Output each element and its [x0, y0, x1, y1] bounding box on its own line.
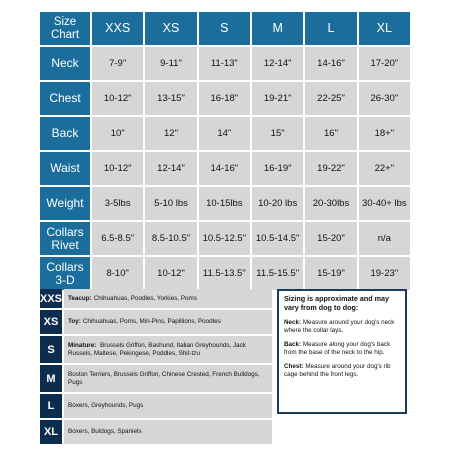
breed-list	[64, 365, 272, 392]
size-header-m: M	[252, 12, 303, 45]
size-badge: M	[40, 365, 62, 392]
breed-names: Chihuahuas, Poms, Min-Pins, Papillions, Poodles	[82, 318, 221, 326]
legend-row-l	[40, 394, 272, 418]
table-cell: 14-16"	[305, 47, 356, 80]
size-header-l: L	[305, 12, 356, 45]
row-label-chest: Chest	[40, 82, 90, 115]
table-cell: 10-15lbs	[199, 187, 250, 220]
table-cell: 10.5-12.5"	[199, 222, 250, 255]
row-label-neck: Neck	[40, 47, 90, 80]
table-cell: 3-5lbs	[92, 187, 143, 220]
legend-row-xs	[40, 310, 272, 334]
table-cell: 15-20"	[305, 222, 356, 255]
size-chart-table	[40, 12, 410, 290]
breed-names: Boston Terriers, Brussels Griffon, Chinese Crested, French Bulldogs, Pugs	[68, 371, 260, 386]
chart-corner-label: Size Chart	[40, 12, 90, 45]
legend-row-m	[40, 365, 272, 392]
table-cell: 19-21"	[252, 82, 303, 115]
row-label-collars-rivet: Collars Rivet	[40, 222, 90, 255]
table-cell: 10"	[92, 117, 143, 150]
table-cell: 11.5-13.5"	[199, 257, 250, 290]
row-label-back: Back	[40, 117, 90, 150]
table-cell: 22-25"	[305, 82, 356, 115]
measure-tip-text: Measure along your dog's back from the base of the neck to the hip.	[284, 341, 391, 356]
table-cell: 20-30lbs	[305, 187, 356, 220]
table-cell: 9-11"	[145, 47, 196, 80]
table-cell: 12"	[145, 117, 196, 150]
table-cell: 10-12"	[92, 152, 143, 185]
breed-category: Teacup:	[68, 294, 92, 302]
table-cell: 19-22"	[305, 152, 356, 185]
table-cell: 11.5-15.5"	[252, 257, 303, 290]
measure-tip-label: Chest:	[284, 363, 304, 371]
size-header-xs: XS	[145, 12, 196, 45]
table-cell: 6.5-8.5"	[92, 222, 143, 255]
table-cell: 15-19"	[305, 257, 356, 290]
breed-category: Toy:	[68, 318, 81, 326]
breed-names: Chihuahuas, Poodles, Yorkies, Poms	[93, 294, 197, 302]
table-cell: 18+"	[359, 117, 410, 150]
table-cell: 7-9"	[92, 47, 143, 80]
table-cell: 13-15"	[145, 82, 196, 115]
table-cell: 16-19"	[252, 152, 303, 185]
breed-list	[64, 289, 272, 308]
breed-list	[64, 394, 272, 418]
legend-row-s	[40, 336, 272, 363]
table-cell: 8-10"	[92, 257, 143, 290]
measure-tip-label: Neck:	[284, 319, 302, 327]
table-cell: 12-14"	[145, 152, 196, 185]
breed-category: Minature:	[68, 342, 97, 350]
size-badge: L	[40, 394, 62, 418]
size-badge: XS	[40, 310, 62, 334]
size-header-xl: XL	[359, 12, 410, 45]
legend-row-xl	[40, 420, 272, 444]
breed-names: Boxers, Buldogs, Spaniels	[68, 428, 142, 436]
row-label-collars-3d: Collars 3-D	[40, 257, 90, 290]
size-header-s: S	[199, 12, 250, 45]
table-cell: 10-20 lbs	[252, 187, 303, 220]
row-label-waist: Waist	[40, 152, 90, 185]
table-cell: 26-30"	[359, 82, 410, 115]
table-cell: 15"	[252, 117, 303, 150]
breed-list	[64, 420, 272, 444]
table-cell: 22+"	[359, 152, 410, 185]
row-label-weight: Weight	[40, 187, 90, 220]
table-cell: 19-23"	[359, 257, 410, 290]
measure-tip-chest	[284, 363, 400, 378]
table-cell: 12-14"	[252, 47, 303, 80]
breed-list	[64, 310, 272, 334]
table-cell: n/a	[359, 222, 410, 255]
measure-tip-text: Measure around your dog's rib cage behind the front legs.	[284, 363, 391, 379]
size-badge: S	[40, 336, 62, 363]
sizing-note-title: Sizing is approximate and may vary from dog to dog:	[284, 294, 390, 312]
size-badge: XL	[40, 420, 62, 444]
table-cell: 11-13"	[199, 47, 250, 80]
table-cell: 16"	[305, 117, 356, 150]
table-cell: 17-20"	[359, 47, 410, 80]
legend-row-xxs	[40, 289, 272, 308]
breed-list	[64, 336, 272, 363]
table-cell: 10-12"	[92, 82, 143, 115]
table-cell: 10-12"	[145, 257, 196, 290]
table-cell: 8.5-10.5"	[145, 222, 196, 255]
size-header-xxs: XXS	[92, 12, 143, 45]
measure-tip-neck	[284, 319, 400, 334]
sizing-note-box	[277, 289, 407, 414]
table-cell: 14"	[199, 117, 250, 150]
breed-names: Boxers, Greyhounds, Pugs	[68, 402, 144, 410]
table-cell: 30-40+ lbs	[359, 187, 410, 220]
measure-tip-label: Back:	[284, 341, 302, 349]
breed-names: Brussels Griffon, Bashund, Italian Greyhounds, Jack Russels, Maltese, Pekingese, Poddles, Shit-tzu	[68, 342, 246, 357]
breed-legend	[40, 289, 272, 444]
table-cell: 10.5-14.5"	[252, 222, 303, 255]
measure-tip-text: Measure around your dog's neck where the collar lays.	[284, 319, 395, 334]
table-cell: 16-18"	[199, 82, 250, 115]
size-badge: XXS	[40, 289, 62, 308]
table-cell: 5-10 lbs	[145, 187, 196, 220]
measure-tip-back	[284, 341, 400, 356]
table-cell: 14-16"	[199, 152, 250, 185]
